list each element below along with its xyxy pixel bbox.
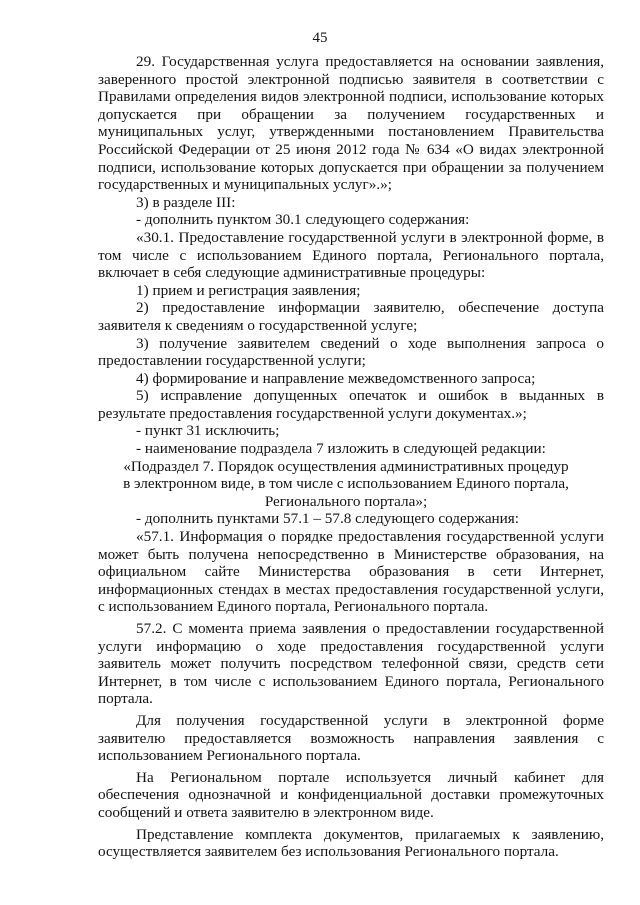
paragraph-57-1: «57.1. Информация о порядке предоставления государственной услуги может быть получена непосредственно в Министерстве образования, на официальном сайте Министерства образования в сети Интернет, информационных стендах в местах предоставления государственной услуги, с использованием Единого портала, Регионального портала. xyxy=(98,528,604,616)
amendment-30-1-intro: - дополнить пунктом 30.1 следующего содержания: xyxy=(136,211,470,229)
amendment-57-intro: - дополнить пунктами 57.1 – 57.8 следующего содержания: xyxy=(136,510,520,528)
paragraph-documents-submission: Представление комплекта документов, прилагаемых к заявлению, осуществляется заявителем без использования Регионального портала. xyxy=(98,825,604,861)
document-body xyxy=(98,53,604,861)
paragraph-29: 29. Государственная услуга предоставляется на основании заявления, заверенного простой электронной подписью заявителя в соответствии с Правилами определения видов электронной подписи, использование которых допускается при обращении за получением государственных и муниципальных услуг, утвержденными постановлением Правительства Российской Федерации от 25 июня 2012 года № 634 «О видах электронной подписи, использование которых допускается при обращении за получением государственных и муниципальных услуг».»; xyxy=(98,53,604,194)
procedure-2: 2) предоставление информации заявителю, обеспечение доступа заявителя к сведениям о государственной услуге; xyxy=(98,299,604,334)
procedure-3: 3) получение заявителем сведений о ходе выполнения запроса о предоставлении государственной услуги; xyxy=(98,334,604,370)
section-3-intro: 3) в разделе III: xyxy=(136,193,236,211)
amendment-31-delete: - пункт 31 исключить; xyxy=(136,422,280,440)
subsection-7-heading: «Подраздел 7. Порядок осуществления административных процедур в электронном виде, в том числе с использованием Единого портала, Регионального портала»; xyxy=(123,457,569,510)
page-number: 45 xyxy=(312,30,328,46)
paragraph-personal-cabinet: На Региональном портале используется личный кабинет для обеспечения однозначной и конфиденциальной доставки промежуточных сообщений и ответа заявителю в электронном виде. xyxy=(98,768,604,821)
procedure-4: 4) формирование и направление межведомственного запроса; xyxy=(136,369,536,387)
procedure-5: 5) исправление допущенных опечаток и ошибок в выданных в результате предоставления государственной услуги документах.»; xyxy=(98,387,604,422)
paragraph-30-1: «30.1. Предоставление государственной услуги в электронной форме, в том числе с использованием Единого портала, Регионального портала, включает в себя следующие административные процедуры: xyxy=(98,228,604,282)
paragraph-electronic-form: Для получения государственной услуги в электронной форме заявителю предоставляется возможность направления заявления с использованием Регионального портала. xyxy=(98,711,604,765)
paragraph-57-2: 57.2. С момента приема заявления о предоставлении государственной услуги информацию о ходе предоставления государственной услуги заявитель может получить посредством телефонной связи, средств сети Интернет, в том числе с использованием Единого портала, Регионального портала. xyxy=(98,620,604,708)
amendment-subsection-7: - наименование подраздела 7 изложить в следующей редакции: xyxy=(136,440,546,458)
procedure-1: 1) прием и регистрация заявления; xyxy=(136,281,361,299)
